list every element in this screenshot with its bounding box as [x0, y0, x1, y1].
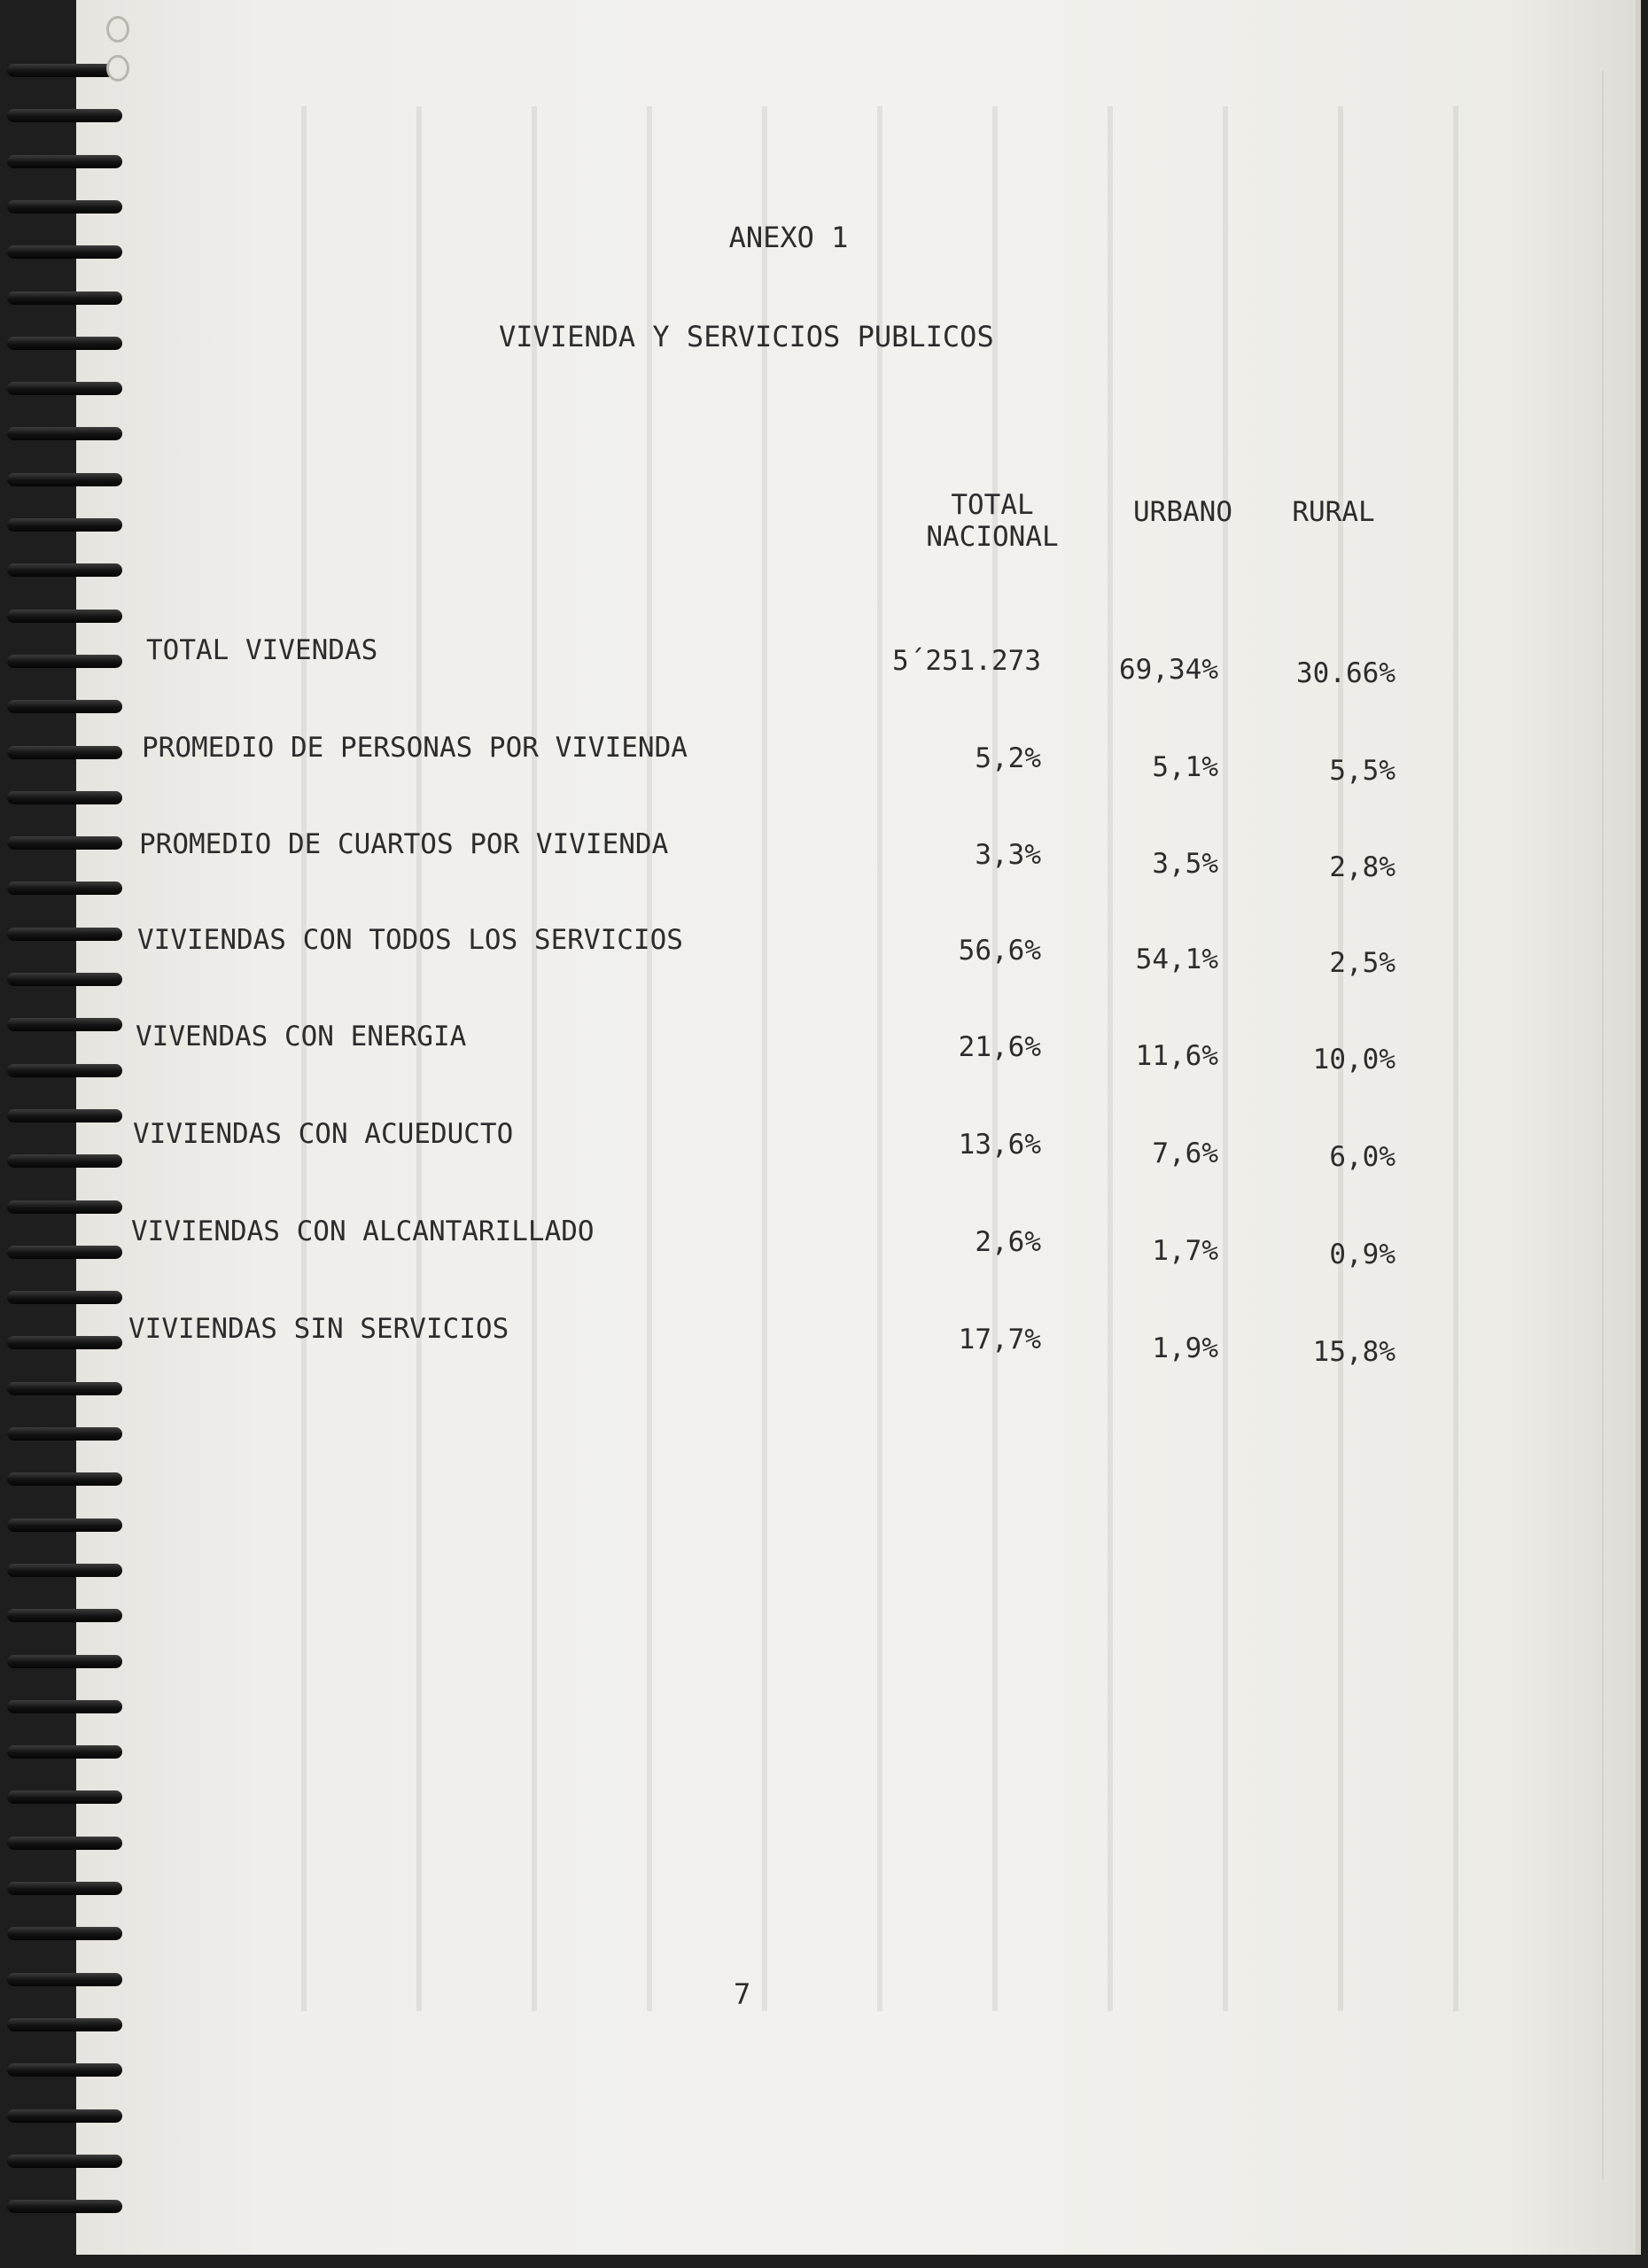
cell-rural: 15,8%	[1312, 1336, 1395, 1368]
cell-total: 13,6%	[958, 1129, 1041, 1161]
page-edge-shadow	[1602, 71, 1604, 2179]
spiral-coil	[7, 1837, 122, 1850]
row-label: PROMEDIO DE CUARTOS POR VIVIENDA	[139, 828, 669, 860]
spiral-binding	[0, 0, 133, 2268]
spiral-coil	[7, 2155, 122, 2168]
cell-urbano: 69,34%	[1119, 654, 1218, 686]
cell-urbano: 1,9%	[1152, 1332, 1218, 1364]
spiral-coil	[7, 245, 122, 259]
cell-rural: 6,0%	[1329, 1141, 1395, 1173]
row-label: VIVIENDAS CON ACUEDUCTO	[133, 1118, 514, 1150]
spiral-coil	[7, 155, 122, 168]
spiral-coil	[7, 2200, 122, 2213]
spiral-coil	[7, 291, 122, 305]
row-label: VIVIENDAS SIN SERVICIOS	[128, 1313, 509, 1345]
row-label: TOTAL VIVENDAS	[146, 634, 378, 666]
cell-total: 2,6%	[975, 1226, 1041, 1258]
spiral-coil	[7, 2109, 122, 2123]
column-header-rural: RURAL	[1292, 496, 1375, 528]
spiral-coil	[7, 1700, 122, 1713]
annex-title: ANEXO 1	[728, 221, 849, 254]
cell-rural: 0,9%	[1329, 1239, 1395, 1270]
spiral-coil	[7, 1336, 122, 1349]
cell-urbano: 1,7%	[1152, 1235, 1218, 1267]
cell-urbano: 7,6%	[1152, 1138, 1218, 1169]
spiral-coil	[7, 973, 122, 986]
spiral-coil	[7, 700, 122, 713]
section-title: VIVIENDA Y SERVICIOS PUBLICOS	[499, 320, 994, 353]
row-label: PROMEDIO DE PERSONAS POR VIVIENDA	[142, 732, 688, 764]
spiral-coil	[7, 200, 122, 214]
cell-urbano: 54,1%	[1135, 944, 1218, 975]
cell-total: 21,6%	[958, 1031, 1041, 1063]
cell-rural: 30.66%	[1296, 657, 1395, 689]
spiral-coil	[7, 518, 122, 532]
column-header-total: TOTAL NACIONAL	[926, 489, 1059, 553]
spiral-coil	[7, 2063, 122, 2077]
spiral-coil	[7, 2018, 122, 2031]
spiral-coil	[7, 1246, 122, 1259]
spiral-coil	[7, 1472, 122, 1486]
spiral-coil	[7, 791, 122, 804]
spiral-coil	[7, 1018, 122, 1031]
punch-hole	[106, 55, 129, 82]
row-label: VIVENDAS CON ENERGIA	[136, 1021, 467, 1052]
spiral-coil	[7, 1790, 122, 1804]
cell-rural: 10,0%	[1312, 1044, 1395, 1076]
spiral-coil	[7, 1109, 122, 1122]
spiral-coil	[7, 1427, 122, 1441]
spiral-coil	[7, 473, 122, 486]
row-label: VIVIENDAS CON TODOS LOS SERVICIOS	[137, 924, 683, 956]
cell-total: 56,6%	[958, 935, 1041, 967]
cell-rural: 5,5%	[1329, 755, 1395, 787]
spiral-coil	[7, 928, 122, 941]
spiral-coil	[7, 1200, 122, 1214]
spiral-coil	[7, 1564, 122, 1577]
spiral-coil	[7, 1154, 122, 1168]
spiral-coil	[7, 1609, 122, 1622]
cell-total: 5,2%	[975, 742, 1041, 774]
spiral-coil	[7, 746, 122, 759]
spiral-coil	[7, 1064, 122, 1077]
spiral-coil	[7, 655, 122, 668]
cell-total: 5´251.273	[892, 645, 1041, 677]
spiral-coil	[7, 1927, 122, 1940]
spiral-coil	[7, 836, 122, 850]
spiral-coil	[7, 1291, 122, 1304]
spiral-coil	[7, 610, 122, 623]
cell-urbano: 5,1%	[1152, 751, 1218, 783]
spiral-coil	[7, 337, 122, 350]
spiral-coil	[7, 382, 122, 395]
page-number: 7	[734, 1977, 751, 2011]
row-label: VIVIENDAS CON ALCANTARILLADO	[131, 1216, 595, 1247]
spiral-coil	[7, 1882, 122, 1895]
punch-hole	[106, 16, 129, 43]
column-header-urbano: URBANO	[1133, 496, 1232, 528]
cell-total: 17,7%	[958, 1324, 1041, 1355]
spiral-coil	[7, 1745, 122, 1759]
spiral-coil	[7, 1382, 122, 1395]
spiral-coil	[7, 427, 122, 440]
spiral-coil	[7, 1518, 122, 1532]
spiral-coil	[7, 109, 122, 122]
spiral-coil	[7, 1655, 122, 1668]
spiral-coil	[7, 882, 122, 895]
cell-total: 3,3%	[975, 839, 1041, 871]
cell-urbano: 3,5%	[1152, 848, 1218, 880]
spiral-coil	[7, 64, 122, 77]
cell-urbano: 11,6%	[1135, 1040, 1218, 1072]
cell-rural: 2,8%	[1329, 851, 1395, 883]
cell-rural: 2,5%	[1329, 947, 1395, 979]
spiral-coil	[7, 1973, 122, 1986]
spiral-coil	[7, 563, 122, 577]
